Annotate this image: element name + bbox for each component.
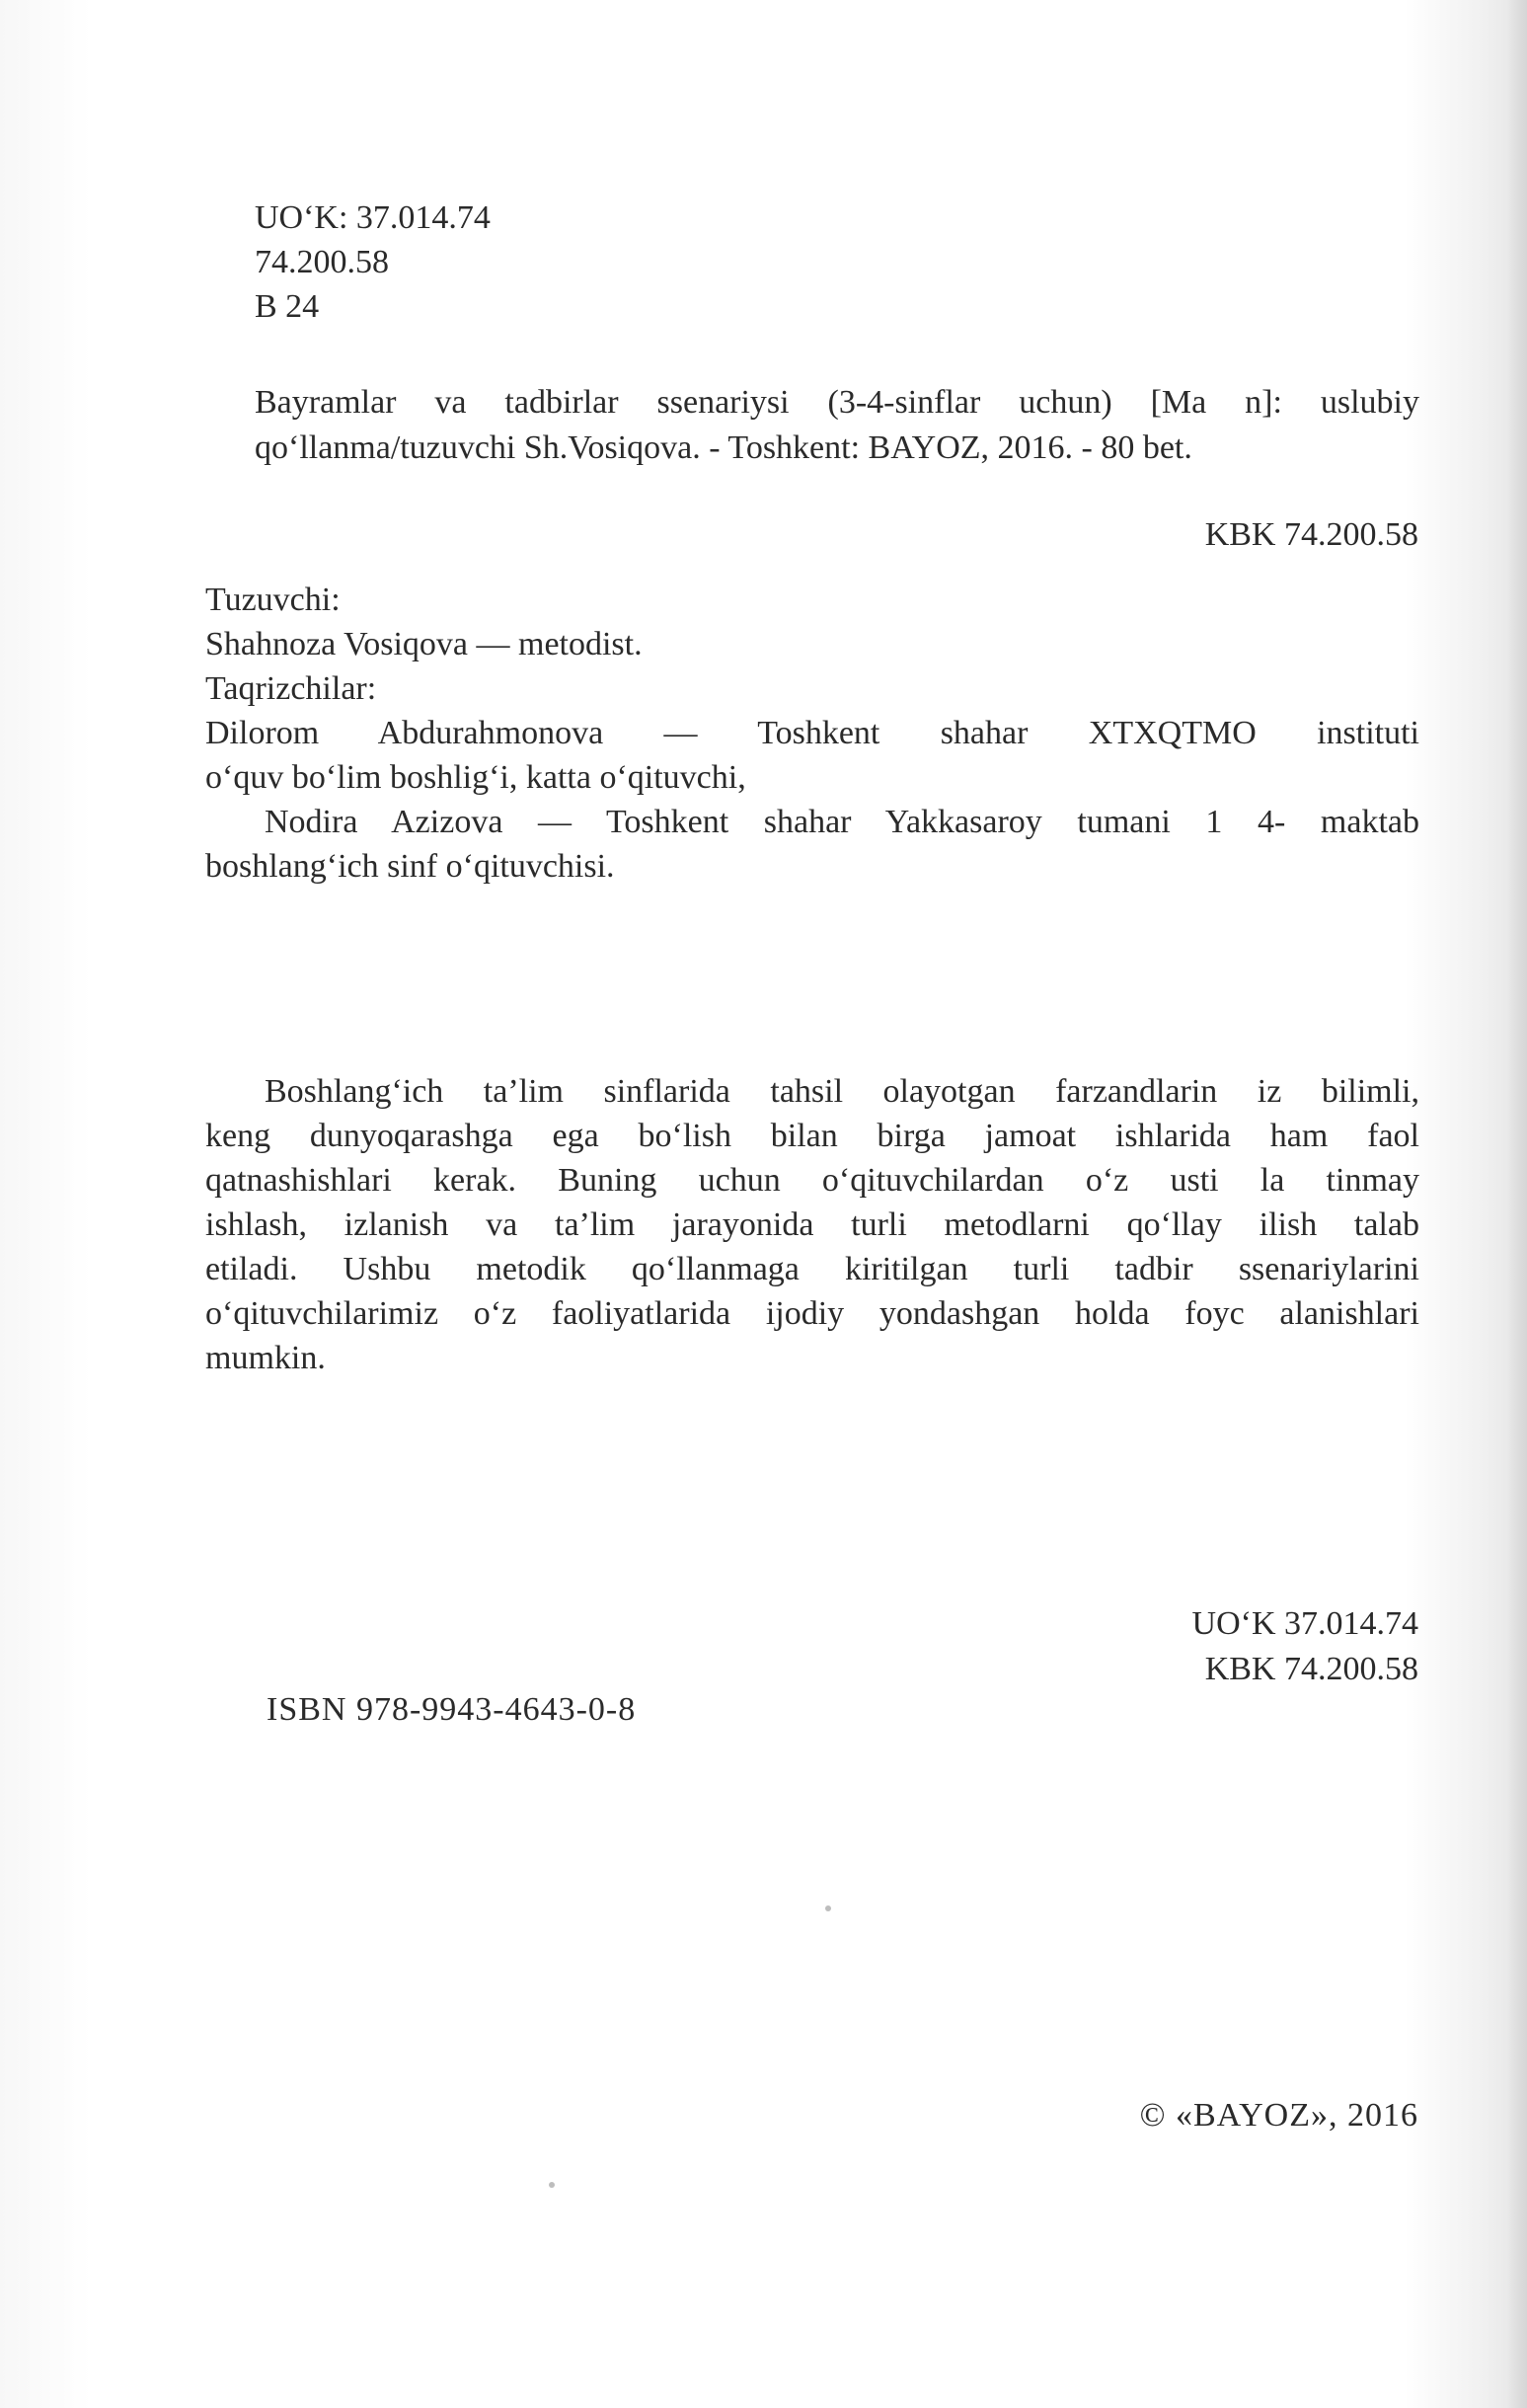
author-mark: B 24	[255, 288, 320, 325]
annotation-line-3: qatnashishlari kerak. Buning uchun o‘qituvchilardan o‘z usti la tinmay	[205, 1162, 1419, 1199]
annotation-line-4: ishlash, izlanish va ta’lim jarayonida turli metodlarni qo‘llay ilish talab	[205, 1206, 1419, 1243]
annotation-line-6: o‘qituvchilarimiz o‘z faoliyatlarida ijodiy yondashgan holda foyc alanishlari	[205, 1295, 1419, 1332]
udk-bottom-block	[1192, 1601, 1418, 1692]
reviewers-label: Taqrizchilar:	[205, 670, 377, 707]
scan-speck	[549, 2182, 555, 2188]
bbk-code: 74.200.58	[255, 244, 389, 280]
biblio-line-1: Bayramlar va tadbirlar ssenariysi (3-4-sinflar uchun) [Ma n]: uslubiy	[255, 384, 1419, 421]
scan-speck	[825, 1905, 831, 1911]
annotation-line-1: Boshlang‘ich ta’lim sinflarida tahsil olayotgan farzandlarin iz bilimli,	[265, 1073, 1419, 1110]
reviewer-2-line-2: boshlang‘ich sinf o‘qituvchisi.	[205, 848, 615, 885]
reviewer-1-line-1: Dilorom Abdurahmonova — Toshkent shahar XTXQTMO instituti	[205, 715, 1419, 751]
compiler-label: Tuzuvchi:	[205, 582, 341, 618]
reviewer-2-line-1: Nodira Azizova — Toshkent shahar Yakkasaroy tumani 1 4- maktab	[265, 804, 1419, 840]
annotation	[205, 1069, 1419, 1380]
kbk-code-top: KBK 74.200.58	[1204, 516, 1418, 553]
annotation-line-7: mumkin.	[205, 1340, 326, 1376]
udk-code-bottom: UO‘K 37.014.74	[1191, 1605, 1418, 1642]
copyright-notice: © «BAYOZ», 2016	[1139, 2097, 1418, 2134]
annotation-line-5: etiladi. Ushbu metodik qo‘llanmaga kiritilgan turli tadbir ssenariylarini	[205, 1251, 1419, 1287]
reviewer-1-line-2: o‘quv bo‘lim boshlig‘i, katta o‘qituvchi,	[205, 759, 746, 796]
biblio-line-2: qo‘llanma/tuzuvchi Sh.Vosiqova. - Toshkent: BAYOZ, 2016. - 80 bet.	[255, 429, 1192, 466]
compiler-name: Shahnoza Vosiqova — metodist.	[205, 626, 643, 662]
bibliographic-description	[255, 380, 1419, 471]
isbn: ISBN 978-9943-4643-0-8	[267, 1691, 637, 1728]
credits-block	[205, 578, 1419, 889]
udk-code: UO‘K: 37.014.74	[255, 199, 491, 236]
kbk-code-bottom: KBK 74.200.58	[1204, 1651, 1418, 1687]
page-edge-shadow	[1507, 0, 1527, 2408]
annotation-line-2: keng dunyoqarashga ega bo‘lish bilan birga jamoat ishlarida ham faol	[205, 1118, 1419, 1154]
udk-block	[255, 195, 491, 329]
